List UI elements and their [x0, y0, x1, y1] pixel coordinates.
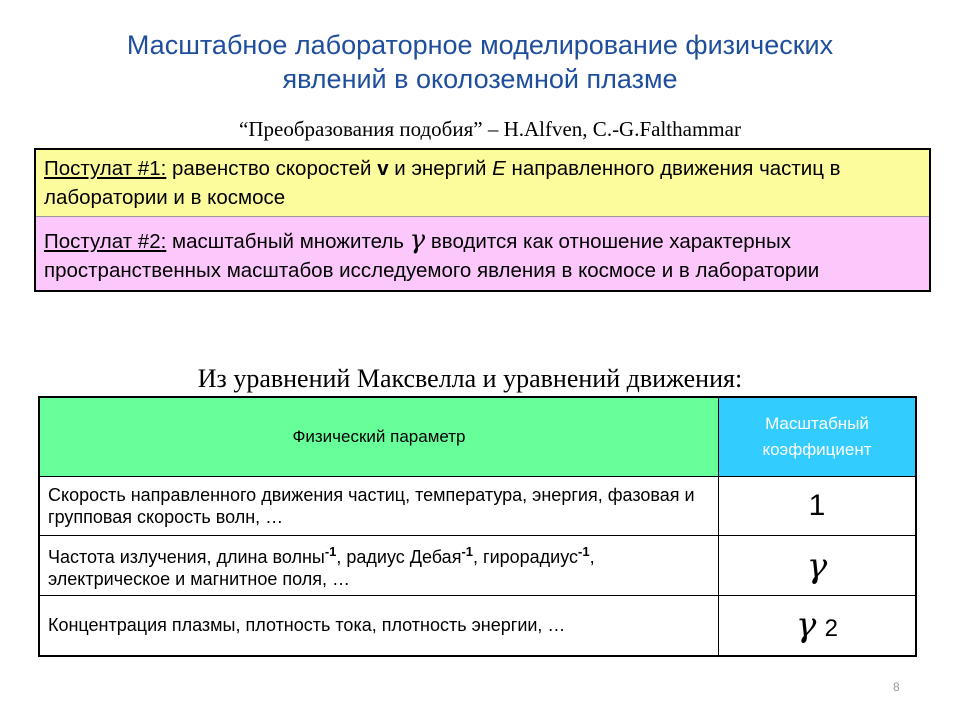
row-1-coefficient: 1 [719, 477, 917, 536]
scaling-table [38, 396, 917, 657]
row-3-parameter: Концентрация плазмы, плотность тока, плотность энергии, … [39, 596, 719, 656]
gamma-symbol: γ [409, 225, 426, 255]
row-2-text-c: , гирорадиус [473, 547, 579, 567]
row-2-sup-2: -1 [461, 544, 474, 559]
row-3-exponent: 2 [824, 615, 839, 643]
postulates-box [34, 148, 931, 292]
postulate-2-text-b: вводится как отношение характерных пространственных масштабов исследуемого явления в космосе и в лаборатории [44, 230, 820, 282]
postulate-1-text-c: направленного движения частиц в лаборатории и в космосе [44, 157, 841, 209]
header-coefficient [719, 397, 917, 477]
row-3-gamma: γ [795, 605, 817, 646]
row-2-text-a: Частота излучения, длина волны [48, 547, 325, 567]
postulate-2-label: Постулат #2: [44, 230, 167, 253]
table-row [39, 477, 916, 536]
title-line-1: Масштабное лабораторное моделирование физических [126, 30, 834, 60]
row-2-sup-1: -1 [324, 544, 337, 559]
row-2-sup-3: -1 [578, 544, 590, 559]
row-2-parameter [39, 536, 719, 596]
row-2-text-b: , радиус Дебая [336, 547, 462, 567]
table-row [39, 596, 916, 656]
page-number: 8 [893, 680, 900, 694]
slide-title [0, 28, 960, 96]
velocity-symbol: v [377, 157, 389, 180]
postulate-2-text-a: масштабный множитель [166, 230, 410, 253]
energy-symbol: E [492, 157, 506, 180]
header-coefficient-line-2: коэффициент [762, 440, 872, 459]
quote-attribution: “Преобразования подобия” – H.Alfven, C.-G.Falthammar [239, 117, 741, 141]
row-2-coefficient [719, 536, 917, 596]
row-3-coefficient [719, 596, 917, 656]
postulate-1-label: Постулат #1: [44, 157, 167, 180]
section-heading: Из уравнений Максвелла и уравнений движения: [197, 364, 743, 393]
table-header-row [39, 397, 916, 477]
row-1-parameter: Скорость направленного движения частиц, температура, энергия, фазовая и групповая скорость волн, … [39, 477, 719, 536]
table-row [39, 536, 916, 596]
header-parameter: Физический параметр [39, 397, 719, 477]
postulate-2 [36, 217, 929, 290]
postulate-1 [36, 150, 929, 217]
row-2-gamma: γ [806, 545, 828, 586]
postulate-1-text-b: и энергий [388, 157, 493, 180]
header-coefficient-line-1: Масштабный [765, 414, 869, 433]
postulate-1-text-a: равенство скоростей [166, 157, 378, 180]
row-2-text-d: , электрическое и магнитное поля, … [48, 547, 595, 589]
title-line-2: явлений в околоземной плазме [282, 64, 678, 94]
